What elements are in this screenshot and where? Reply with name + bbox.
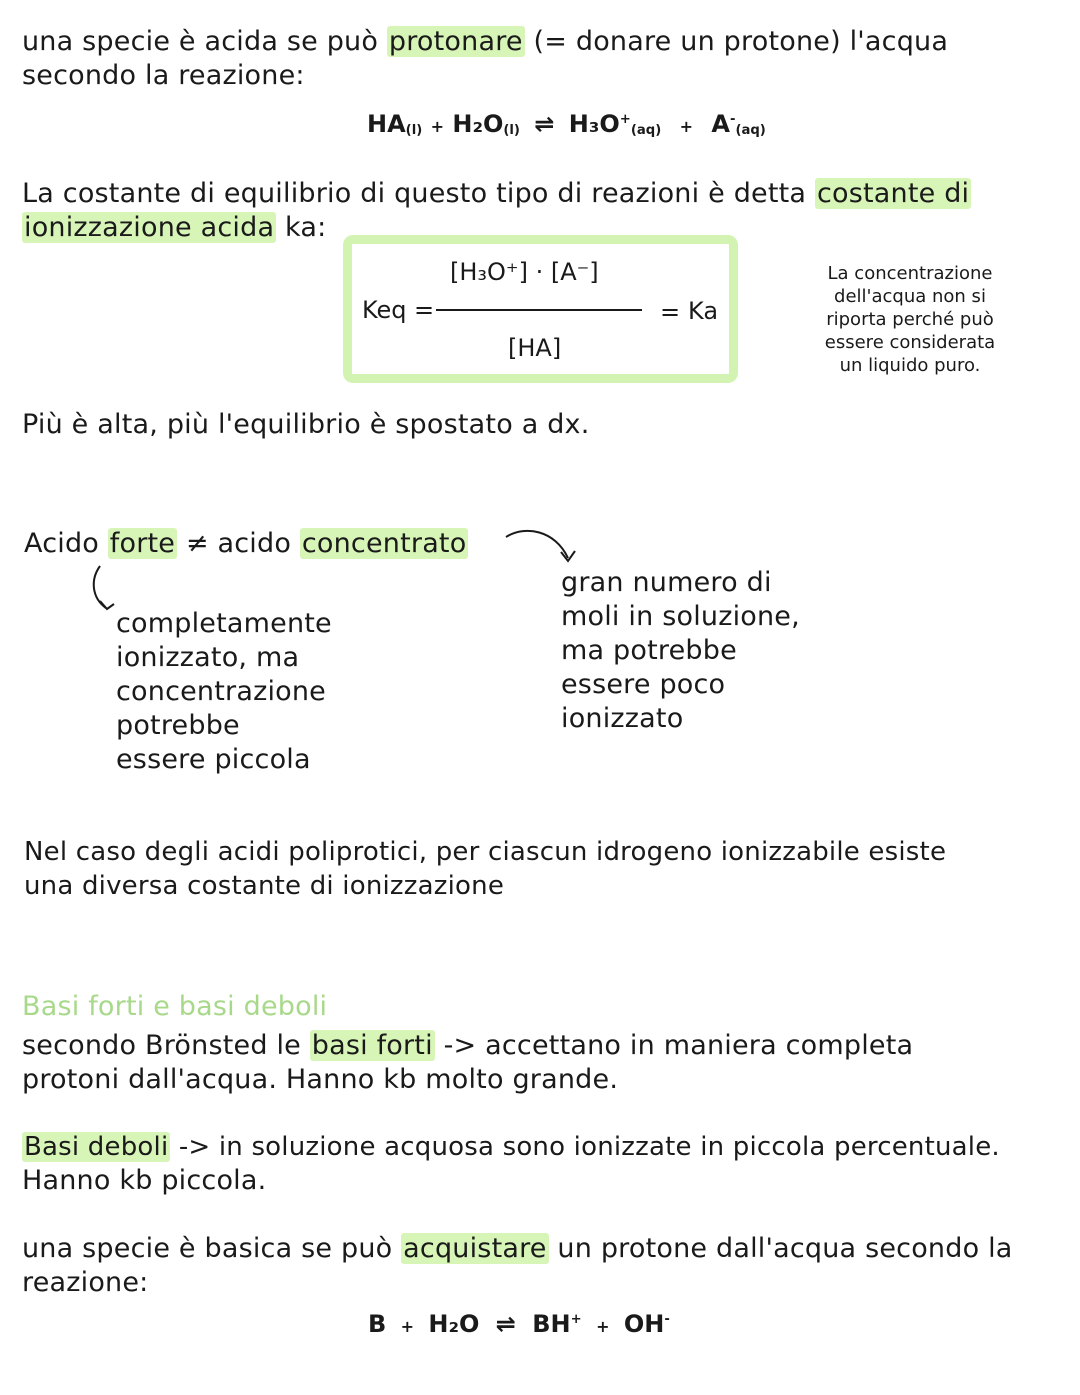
eq-ha: HA	[367, 110, 406, 138]
acid-forte-explanation-line: essere piccola	[116, 744, 311, 775]
bases-definition-line1	[22, 1232, 1013, 1266]
acid-forte-explanation-line: concentrazione	[116, 676, 326, 707]
eq-plus: +	[679, 117, 694, 136]
acid-forte-explanation-line: ionizzato, ma	[116, 642, 300, 673]
eq-sub: (aq)	[735, 122, 766, 138]
eq-a: A	[711, 110, 730, 138]
eq-h2o: H₂O	[428, 1310, 480, 1338]
eq-h3o: H₃O	[568, 110, 620, 138]
paragraph-acid-definition-line2: secondo la reazione:	[22, 60, 305, 91]
acid-forte-explanation-line: potrebbe	[116, 710, 240, 741]
side-note-line: riporta perché può	[826, 309, 994, 330]
text: una specie è basica se può	[22, 1233, 402, 1264]
bases-definition-line2: reazione:	[22, 1267, 149, 1298]
section-title-bases: Basi forti e basi deboli	[22, 991, 328, 1022]
acid-forte-explanation-line: completamente	[116, 608, 332, 639]
base-protonation-equation	[368, 1310, 670, 1338]
eq-h2o: H₂O	[452, 110, 504, 138]
text: (= donare un protone) l'acqua	[524, 26, 949, 57]
bases-paragraph-line1	[22, 1029, 913, 1063]
eq-sub: (l)	[405, 122, 423, 138]
text: una specie è acida se può	[22, 26, 387, 57]
highlight-forte: forte	[109, 528, 176, 559]
eq-sub: (l)	[503, 122, 520, 138]
arrow-right-curve	[506, 531, 568, 558]
formula-equals: =	[414, 296, 435, 324]
eq-b: B	[368, 1310, 387, 1338]
highlight-basi-deboli: Basi deboli	[24, 1132, 169, 1162]
side-note-line: essere considerata	[824, 332, 996, 353]
highlight-ionizzazione-acida: ionizzazione acida	[24, 212, 275, 243]
text: ka:	[276, 212, 327, 243]
eq-sup: +	[619, 111, 631, 127]
bases-weak-line2: Hanno kb piccola.	[22, 1165, 267, 1196]
eq-plus: +	[430, 117, 445, 136]
eq-oh: OH	[623, 1310, 665, 1338]
acid-concentrato-explanation-line: gran numero di	[561, 567, 772, 598]
bases-paragraph-line2: protoni dall'acqua. Hanno kb molto grande.	[22, 1064, 619, 1095]
side-note-line: La concentrazione	[827, 263, 993, 284]
text: ≠ acido	[177, 528, 300, 559]
eq-bh: BH	[532, 1310, 571, 1338]
side-note-line: un liquido puro.	[839, 355, 981, 376]
paragraph-polyprotic-line1: Nel caso degli acidi poliprotici, per ciascun idrogeno ionizzabile esiste	[24, 837, 947, 867]
eq-sup: -	[664, 1311, 670, 1327]
highlight-protonare: protonare	[388, 26, 523, 57]
eq-sub: (aq)	[630, 122, 662, 138]
text: Acido	[24, 528, 108, 559]
eq-sup: -	[729, 111, 736, 127]
highlight-acquistare: acquistare	[403, 1233, 547, 1264]
bases-weak-line1	[22, 1130, 1000, 1164]
equilibrium-arrow: ⇌	[534, 110, 555, 138]
text: La costante di equilibrio di questo tipo di reazioni è detta	[22, 178, 815, 209]
highlight-costante: costante di	[816, 178, 970, 209]
formula-denominator: [HA]	[508, 334, 562, 362]
formula-keq: Keq	[362, 296, 407, 324]
text: -> in soluzione acquosa sono ionizzate in piccola percentuale.	[170, 1132, 1000, 1162]
formula-numerator: [H₃O⁺] · [A⁻]	[450, 258, 599, 286]
highlight-basi-forti: basi forti	[311, 1030, 433, 1061]
formula-equals-2: =	[660, 298, 681, 326]
acid-concentrato-explanation-line: ionizzato	[561, 703, 684, 734]
formula-ka: Ka	[688, 297, 719, 325]
equilibrium-arrow: ⇌	[495, 1310, 516, 1338]
eq-plus: +	[400, 1317, 415, 1336]
text: -> accettano in maniera completa	[434, 1030, 914, 1061]
text: secondo Brönsted le	[22, 1030, 310, 1061]
acid-concentrato-explanation-line: ma potrebbe	[561, 635, 737, 666]
eq-sup: +	[570, 1311, 582, 1327]
text: un protone dall'acqua secondo la	[548, 1233, 1013, 1264]
paragraph-equilibrium-shift: Più è alta, più l'equilibrio è spostato a dx.	[22, 409, 590, 440]
eq-plus: +	[596, 1317, 610, 1336]
acid-concentrato-explanation-line: moli in soluzione,	[561, 601, 800, 632]
highlight-concentrato: concentrato	[301, 528, 467, 559]
side-note-line: dell'acqua non si	[834, 286, 986, 307]
acid-concentrato-explanation-line: essere poco	[561, 669, 726, 700]
paragraph-polyprotic-line2: una diversa costante di ionizzazione	[24, 871, 505, 901]
